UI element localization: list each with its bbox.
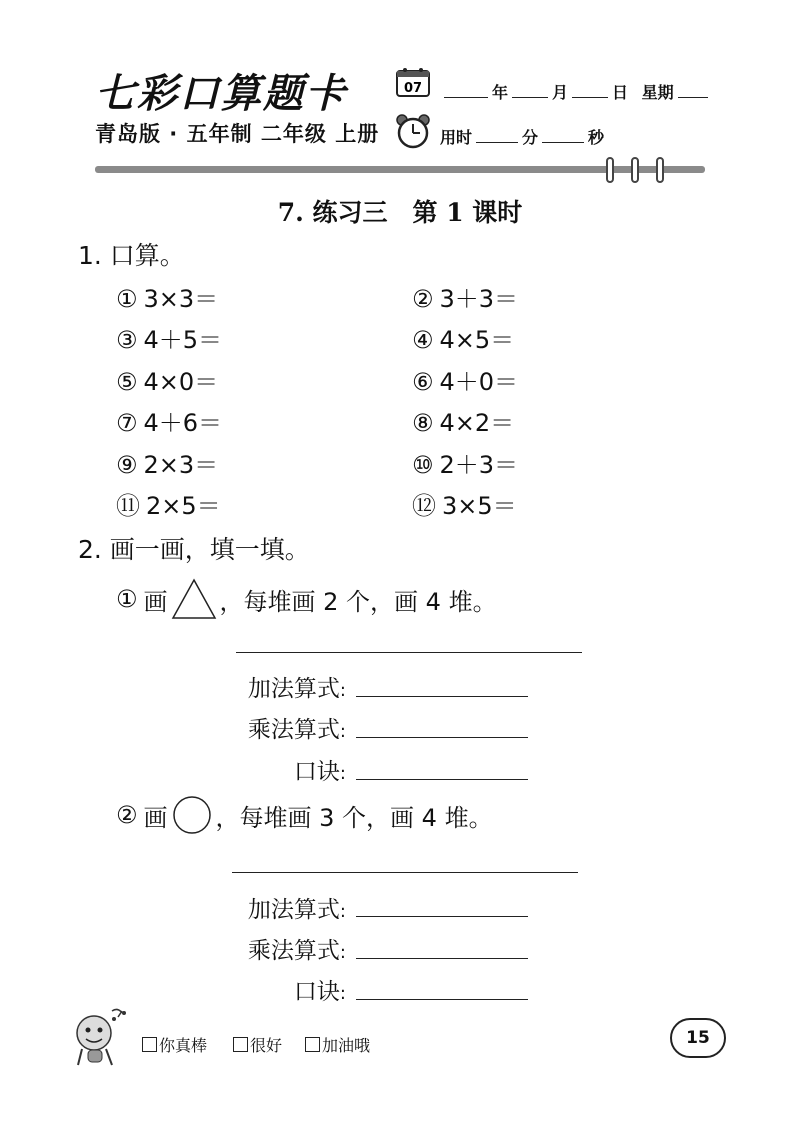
date-fill-line	[440, 80, 712, 103]
draw-verb: 画	[143, 587, 168, 616]
problem-1	[116, 279, 218, 314]
drawing-area-line[interactable]	[232, 872, 578, 873]
problem-expression: 2＋3＝	[439, 451, 519, 479]
label-colon: :	[339, 680, 346, 701]
month-label: 月	[552, 83, 569, 102]
label-colon: :	[339, 763, 346, 784]
problem-expression: 2×3＝	[143, 451, 219, 479]
mascot-illustration-icon	[68, 1003, 130, 1069]
label-colon: :	[339, 942, 346, 963]
problem-4	[412, 320, 514, 355]
problem-expression: 3×3＝	[143, 285, 219, 313]
problem-3	[116, 320, 222, 355]
problem-9	[116, 445, 218, 480]
problem-expression: 4×2＝	[439, 409, 515, 437]
draw-verb: 画	[143, 803, 168, 832]
problem-2	[412, 279, 518, 314]
problem-number: ①	[116, 285, 138, 313]
multiplication-formula-label: 乘法算式:	[247, 717, 346, 743]
addition-formula-label: 加法算式:	[247, 897, 346, 923]
rhyme-label: 口诀:	[293, 979, 346, 1005]
problem-number: ⑦	[116, 409, 138, 437]
rhyme-answer-line[interactable]	[356, 779, 528, 780]
problem-number: ⑩	[412, 451, 434, 479]
problem-expression: 2×5＝	[146, 492, 221, 520]
alarm-clock-icon	[394, 112, 432, 150]
problem-expression: 4＋6＝	[143, 409, 223, 437]
time-used-label: 用时	[440, 128, 473, 147]
day-blank[interactable]	[572, 83, 608, 98]
q2-part2-instruction	[116, 794, 493, 836]
problem-number: ④	[412, 326, 434, 354]
edition-label: 青岛版 · 五年制 二年级 上册	[95, 122, 380, 146]
rhyme-answer-line[interactable]	[356, 999, 528, 1000]
binder-rings-icon	[600, 156, 670, 186]
addition-answer-line[interactable]	[356, 696, 528, 697]
rating-checkbox[interactable]	[142, 1037, 157, 1052]
problem-expression: 4×0＝	[143, 368, 219, 396]
problem-number: ⑧	[412, 409, 434, 437]
problem-number: ⑥	[412, 368, 434, 396]
calendar-number: 07	[403, 81, 423, 96]
multiplication-answer-line[interactable]	[356, 737, 528, 738]
weekday-label: 星期	[641, 83, 674, 102]
problem-11	[116, 486, 221, 521]
addition-formula-label: 加法算式:	[247, 676, 346, 702]
problem-number: ⑪	[116, 492, 140, 520]
day-label: 日	[612, 83, 629, 102]
rhyme-label: 口诀:	[293, 759, 346, 785]
time-used-line	[440, 125, 604, 148]
problem-10	[412, 445, 518, 480]
problem-5	[116, 362, 218, 397]
problem-expression: 4＋5＝	[143, 326, 223, 354]
problem-12	[412, 486, 517, 521]
calendar-icon	[395, 66, 431, 98]
problem-number: ⑨	[116, 451, 138, 479]
label-colon: :	[339, 901, 346, 922]
circle-shape-icon	[170, 794, 214, 836]
year-label: 年	[492, 83, 509, 102]
weekday-blank[interactable]	[678, 83, 708, 98]
part-number: ①	[116, 585, 138, 613]
rating-option-good[interactable]: 很好	[233, 1033, 282, 1056]
multiplication-answer-line[interactable]	[356, 958, 528, 959]
label-colon: :	[339, 721, 346, 742]
seconds-blank[interactable]	[542, 128, 584, 143]
rating-checkbox[interactable]	[305, 1037, 320, 1052]
problem-expression: 3×5＝	[442, 492, 517, 520]
page-number: 15	[670, 1018, 726, 1058]
label-colon: :	[339, 983, 346, 1004]
problem-number: ②	[412, 285, 434, 313]
problem-expression: 4＋0＝	[439, 368, 519, 396]
q1-heading: 1. 口算。	[78, 241, 185, 270]
lesson-title: 7. 练习三 第 1 课时	[277, 198, 523, 227]
problem-8	[412, 403, 514, 438]
month-blank[interactable]	[512, 83, 548, 98]
problem-number: ③	[116, 326, 138, 354]
minute-label: 分	[522, 128, 539, 147]
rating-option-keep-going[interactable]: 加油哦	[305, 1033, 370, 1056]
problem-6	[412, 362, 518, 397]
triangle-shape-icon	[170, 577, 218, 621]
part-instruction-text: ，每堆画 2 个，画 4 堆。	[219, 587, 497, 616]
second-label: 秒	[588, 128, 605, 147]
rating-option-great[interactable]: 你真棒	[142, 1033, 207, 1056]
q2-part1-instruction	[116, 577, 497, 621]
brand-title: 七彩口算题卡	[95, 70, 347, 117]
problem-expression: 3＋3＝	[439, 285, 519, 313]
year-blank[interactable]	[444, 83, 488, 98]
part-number: ②	[116, 801, 138, 829]
multiplication-formula-label: 乘法算式:	[247, 938, 346, 964]
drawing-area-line[interactable]	[236, 652, 582, 653]
problem-expression: 4×5＝	[439, 326, 515, 354]
addition-answer-line[interactable]	[356, 916, 528, 917]
part-instruction-text: ，每堆画 3 个，画 4 堆。	[215, 803, 493, 832]
rating-checkbox[interactable]	[233, 1037, 248, 1052]
problem-number: ⑫	[412, 492, 436, 520]
q2-heading: 2. 画一画，填一填。	[78, 535, 310, 564]
minutes-blank[interactable]	[476, 128, 518, 143]
problem-number: ⑤	[116, 368, 138, 396]
problem-7	[116, 403, 222, 438]
